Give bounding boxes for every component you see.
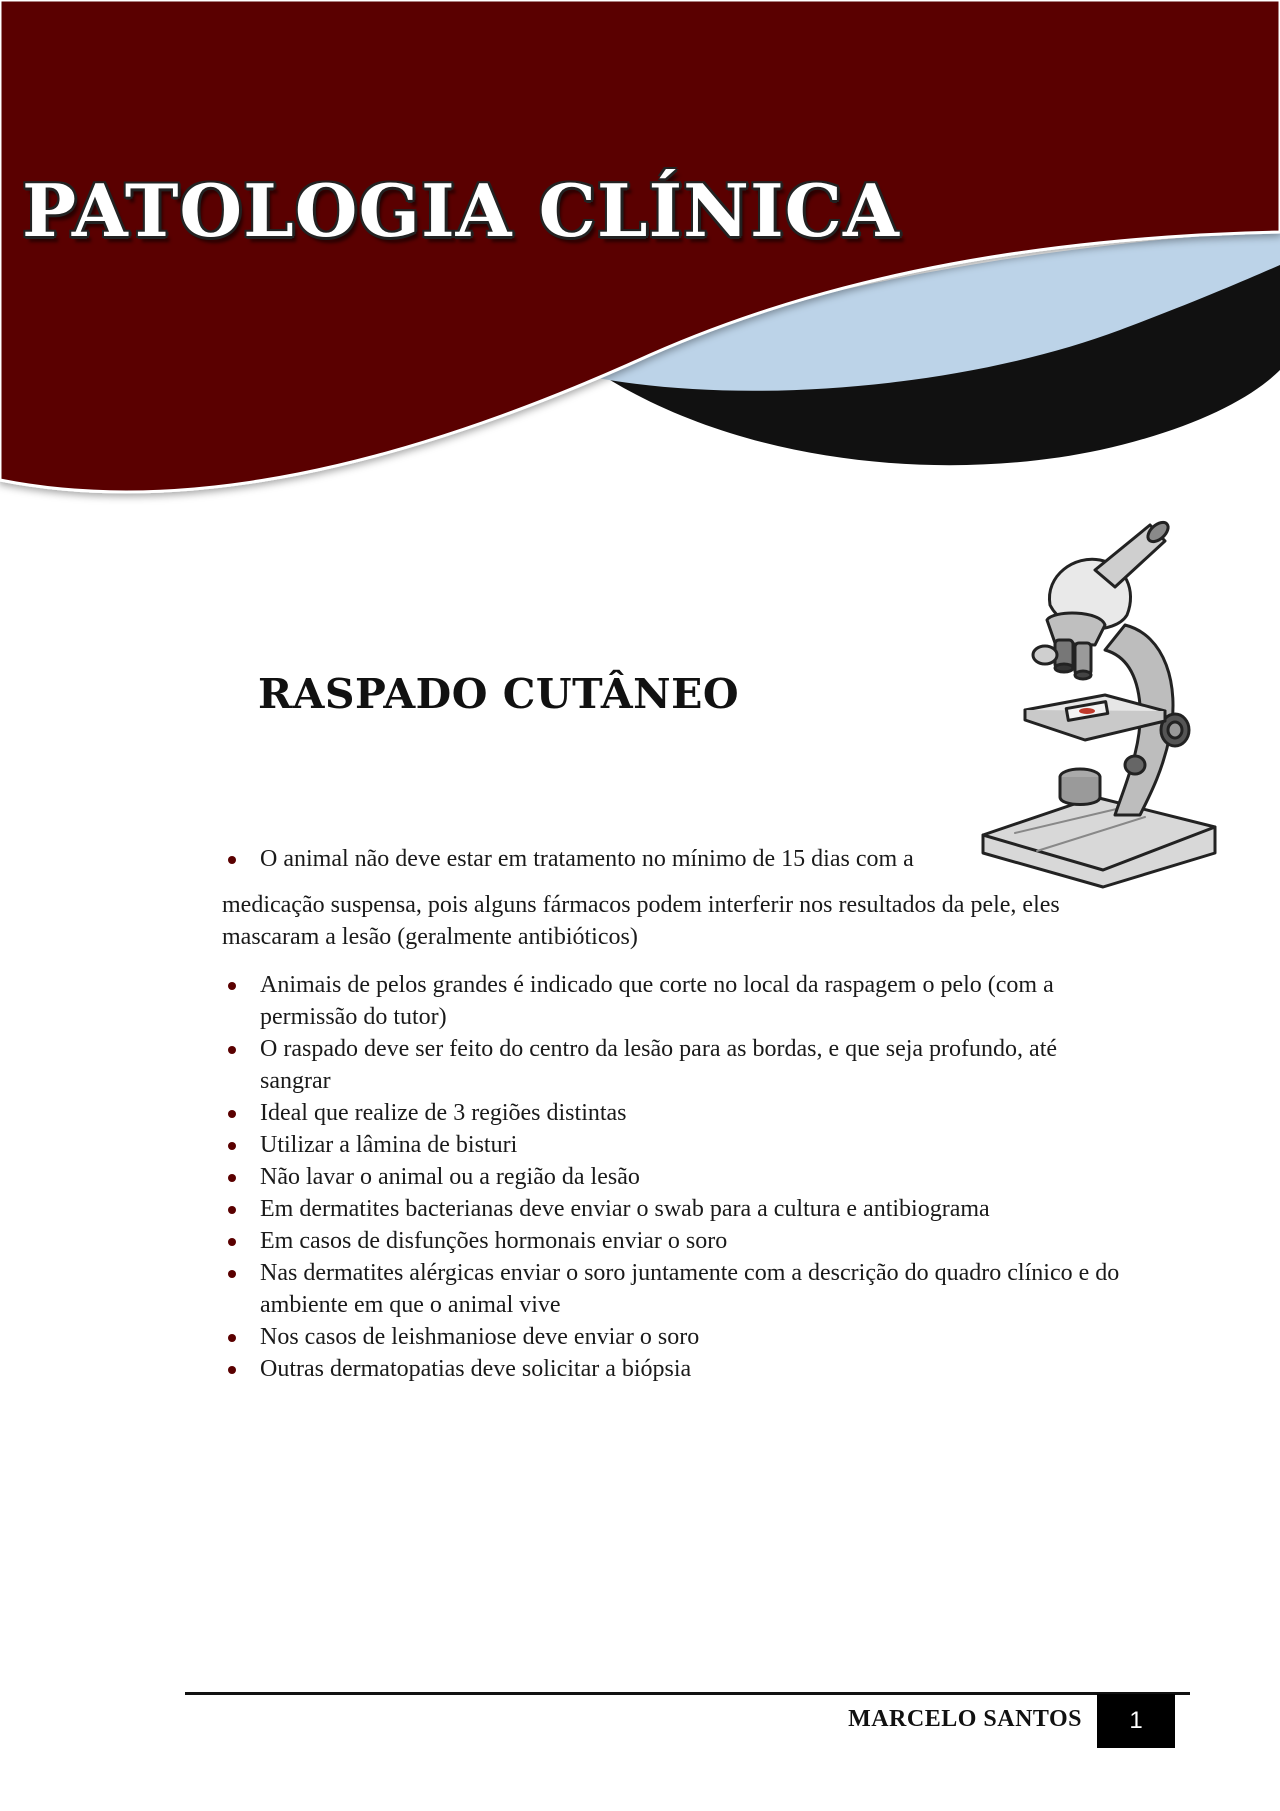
main-content — [222, 843, 1122, 1385]
list-item: Não lavar o animal ou a região da lesão — [222, 1161, 1122, 1193]
list-item: Utilizar a lâmina de bisturi — [222, 1129, 1122, 1161]
list-item: O raspado deve ser feito do centro da lesão para as bordas, e que seja profundo, até sangrar — [222, 1033, 1122, 1097]
bullet-list — [222, 969, 1122, 1385]
list-item: O animal não deve estar em tratamento no mínimo de 15 dias com a — [222, 843, 1122, 875]
list-item: Nos casos de leishmaniose deve enviar o soro — [222, 1321, 1122, 1353]
list-item: Animais de pelos grandes é indicado que corte no local da raspagem o pelo (com a permissão do tutor) — [222, 969, 1122, 1033]
header-banner — [0, 0, 1280, 540]
list-item: Nas dermatites alérgicas enviar o soro juntamente com a descrição do quadro clínico e do ambiente em que o animal vive — [222, 1257, 1122, 1321]
footer-divider — [185, 1692, 1190, 1695]
list-item: Em casos de disfunções hormonais enviar o soro — [222, 1225, 1122, 1257]
list-item: Em dermatites bacterianas deve enviar o swab para a cultura e antibiograma — [222, 1193, 1122, 1225]
document-title: PATOLOGIA CLÍNICA — [22, 168, 900, 253]
section-title: RASPADO CUTÂNEO — [258, 670, 740, 718]
list-item: Outras dermatopatias deve solicitar a biópsia — [222, 1353, 1122, 1385]
microscope-icon — [975, 515, 1235, 895]
footer-author: MARCELO SANTOS — [848, 1706, 1082, 1732]
first-list — [222, 843, 1122, 875]
paragraph: medicação suspensa, pois alguns fármacos podem interferir nos resultados da pele, eles mascaram a lesão (geralmente antibióticos) — [222, 892, 1060, 950]
list-item: Ideal que realize de 3 regiões distintas — [222, 1097, 1122, 1129]
page-number: 1 — [1097, 1694, 1175, 1748]
